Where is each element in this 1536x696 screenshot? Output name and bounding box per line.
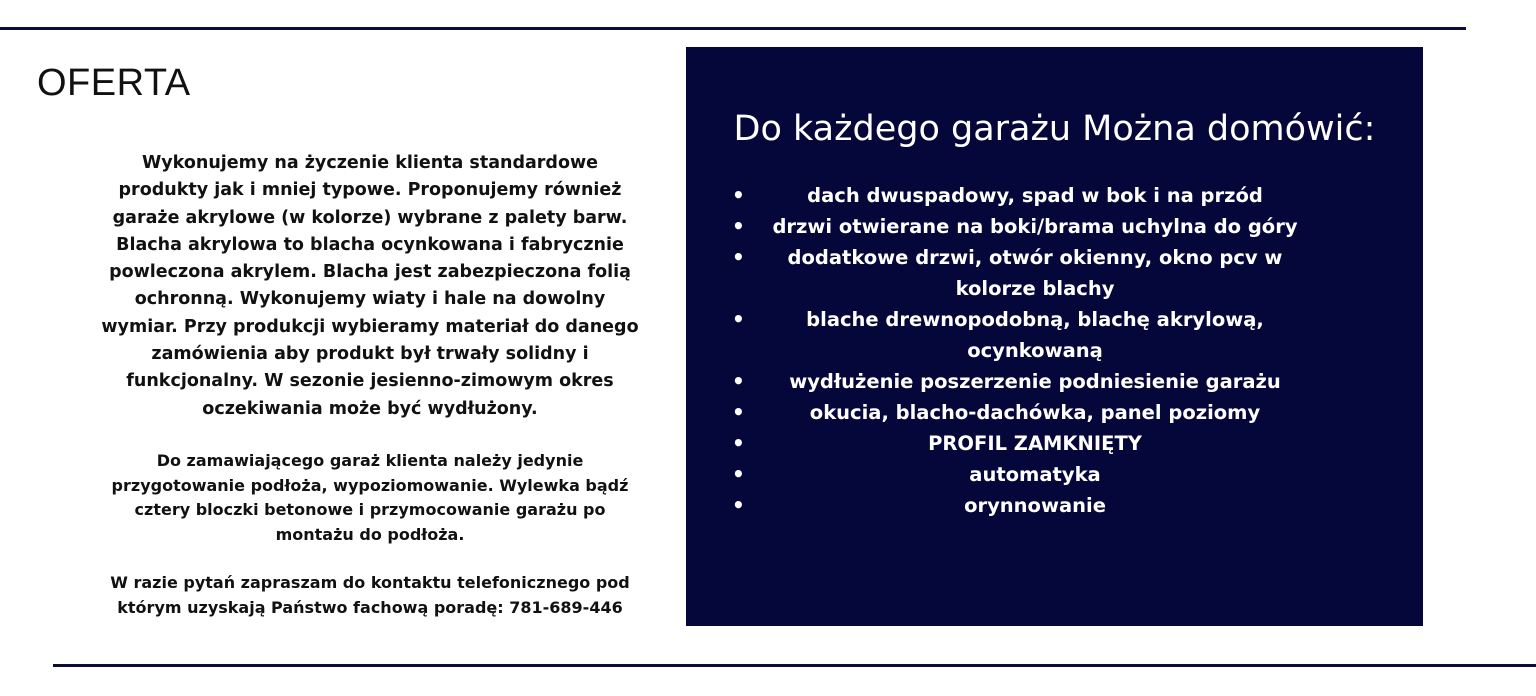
- extras-list-item: [726, 490, 1316, 521]
- extras-list-item: [726, 428, 1316, 459]
- top-divider: [0, 27, 1466, 30]
- bullet-icon: •: [732, 400, 745, 424]
- extras-item-text: wydłużenie poszerzenie podniesienie garażu: [789, 370, 1281, 393]
- extras-item-text: okucia, blacho-dachówka, panel poziomy: [809, 401, 1261, 424]
- extras-panel-title: Do każdego garażu Można domówić:: [733, 109, 1376, 149]
- extras-list-item: [726, 304, 1316, 366]
- offer-paragraph-contact: W razie pytań zapraszam do kontaktu telefonicznego pod którym uzyskają Państwo fachową poradę: 781-689-446: [110, 573, 630, 617]
- extras-list-item: [726, 242, 1316, 304]
- extras-list-item: [726, 366, 1316, 397]
- bullet-icon: •: [732, 431, 745, 455]
- extras-list-item: [726, 397, 1316, 428]
- extras-list-item: [726, 180, 1316, 211]
- bottom-divider: [53, 664, 1536, 667]
- extras-item-text: dodatkowe drzwi, otwór okienny, okno pcv w kolorze blachy: [787, 246, 1283, 300]
- extras-item-text: blache drewnopodobną, blachę akrylową, ocynkowaną: [806, 308, 1264, 362]
- extras-list-item: [726, 211, 1316, 242]
- extras-item-text: automatyka: [969, 463, 1101, 486]
- page-heading: OFERTA: [37, 62, 191, 104]
- extras-list: [726, 180, 1316, 521]
- bullet-icon: •: [732, 307, 745, 331]
- bullet-icon: •: [732, 369, 745, 393]
- offer-paragraph-preparation: Do zamawiającego garaż klienta należy jedynie przygotowanie podłoża, wypoziomowanie. Wylewka bądź cztery bloczki betonowe i przymocowanie garażu po montażu do podłoża.: [111, 450, 629, 544]
- extras-item-text: drzwi otwierane na boki/brama uchylna do góry: [772, 215, 1298, 238]
- extras-item-text: PROFIL ZAMKNIĘTY: [928, 432, 1142, 455]
- extras-item-text: dach dwuspadowy, spad w bok i na przód: [807, 184, 1263, 207]
- bullet-icon: •: [732, 245, 745, 269]
- bullet-icon: •: [732, 214, 745, 238]
- extras-item-text: orynnowanie: [964, 494, 1106, 517]
- bullet-icon: •: [732, 493, 745, 517]
- offer-description: [100, 150, 640, 621]
- extras-list-item: [726, 459, 1316, 490]
- offer-paragraph-products: Wykonujemy na życzenie klienta standardowe produkty jak i mniej typowe. Proponujemy również garaże akrylowe (w kolorze) wybrane z palety barw. Blacha akrylowa to blacha ocynkowana i fabrycznie powleczona akrylem. Blacha jest zabezpieczona folią ochronną. Wykonujemy wiaty i hale na dowolny wymiar. Przy produkcji wybieramy materiał do danego zamówienia aby produkt był trwały solidny i funkcjonalny. W sezonie jesienno-zimowym okres oczekiwania może być wydłużony.: [101, 153, 639, 419]
- bullet-icon: •: [732, 183, 745, 207]
- bullet-icon: •: [732, 462, 745, 486]
- extras-panel: [686, 47, 1423, 626]
